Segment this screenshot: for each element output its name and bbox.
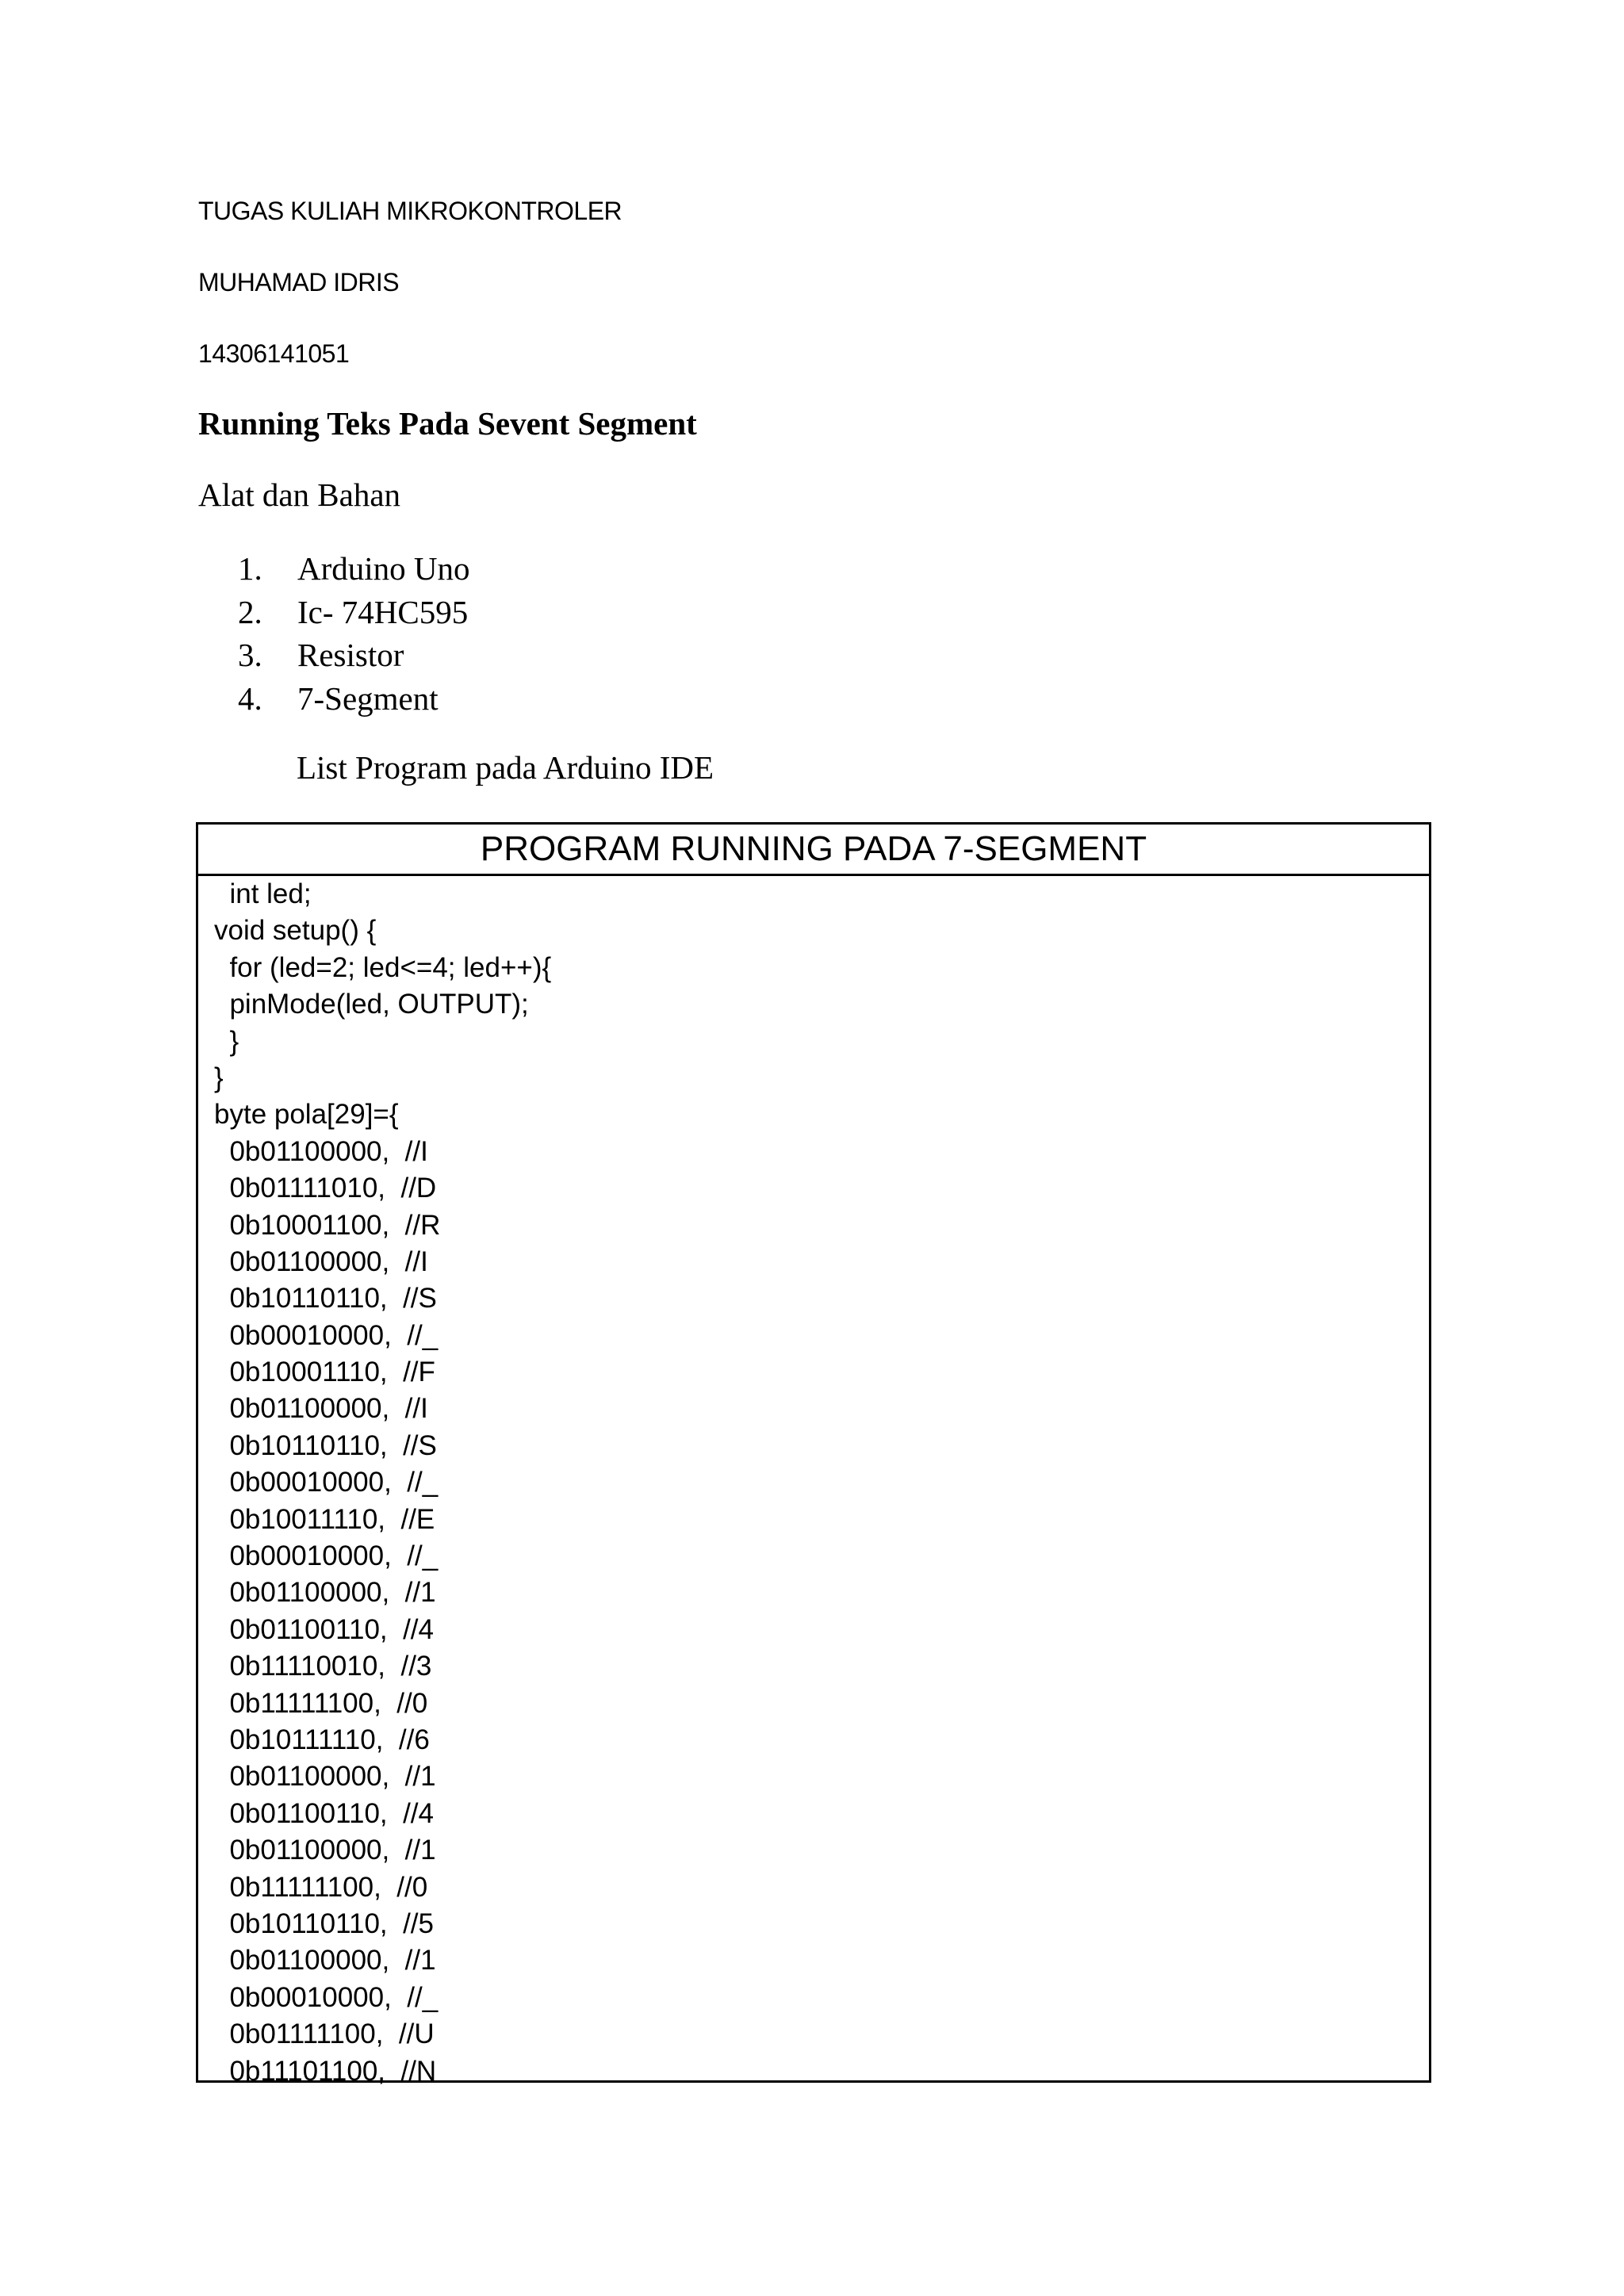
code-line: 0b01111010, //D <box>214 1173 437 1204</box>
code-line: 0b10001110, //F <box>214 1357 435 1388</box>
program-intro: List Program pada Arduino IDE <box>297 749 714 786</box>
code-line: byte pola[29]={ <box>214 1099 399 1131</box>
list-item-text: Resistor <box>297 637 404 673</box>
code-line: 0b10011110, //E <box>214 1503 435 1535</box>
list-number: 4. <box>238 679 262 717</box>
code-line: for (led=2; led<=4; led++){ <box>214 951 552 983</box>
student-name: MUHAMAD IDRIS <box>198 268 400 297</box>
list-item-text: Arduino Uno <box>297 550 470 587</box>
code-line: 0b10001100, //R <box>214 1209 441 1241</box>
code-line: 0b01111100, //U <box>214 2019 435 2050</box>
code-line: 0b00010000, //_ <box>214 1467 439 1498</box>
code-line: 0b01100110, //4 <box>214 1797 434 1829</box>
course-label: TUGAS KULIAH MIKROKONTROLER <box>198 197 622 225</box>
list-item <box>238 591 470 634</box>
code-line: void setup() { <box>214 915 377 947</box>
code-line: pinMode(led, OUTPUT); <box>214 989 529 1020</box>
list-number: 1. <box>238 550 262 587</box>
list-number: 3. <box>238 637 262 673</box>
code-line: 0b11110010, //3 <box>214 1651 432 1682</box>
code-line: 0b10110110, //5 <box>214 1908 434 1939</box>
materials-heading: Alat dan Bahan <box>198 476 401 513</box>
code-line: 0b10110110, //S <box>214 1429 437 1461</box>
student-id: 14306141051 <box>198 339 350 368</box>
list-item-text: 7-Segment <box>297 679 439 717</box>
code-line: 0b01100000, //1 <box>214 1835 436 1866</box>
code-line: 0b01100000, //1 <box>214 1945 436 1976</box>
list-item-text: Ic- 74HC595 <box>297 593 469 630</box>
code-lines <box>198 876 1429 2090</box>
code-line: 0b11111100, //0 <box>214 1687 428 1719</box>
code-table <box>196 822 1431 2087</box>
code-line: 0b10110110, //S <box>214 1283 437 1314</box>
list-item <box>238 677 470 721</box>
code-line: 0b10111110, //6 <box>214 1724 430 1755</box>
code-line: 0b01100000, //1 <box>214 1761 436 1793</box>
list-item <box>238 547 470 591</box>
code-line: int led; <box>214 878 312 909</box>
code-line: 0b01100000, //I <box>214 1135 428 1167</box>
code-line: 0b00010000, //_ <box>214 1540 439 1572</box>
code-line: 0b11111100, //0 <box>214 1871 428 1903</box>
code-line: 0b11101100, //N <box>214 2055 437 2087</box>
code-line: 0b00010000, //_ <box>214 1981 439 2013</box>
code-line: 0b01100000, //1 <box>214 1577 436 1609</box>
code-line: } <box>214 1025 239 1057</box>
list-item <box>238 633 470 677</box>
code-line: 0b01100000, //I <box>214 1246 428 1277</box>
code-line: } <box>214 1062 224 1093</box>
code-line: 0b01100110, //4 <box>214 1613 434 1645</box>
list-number: 2. <box>238 593 262 630</box>
code-table-title: PROGRAM RUNNING PADA 7-SEGMENT <box>198 825 1429 876</box>
document-title: Running Teks Pada Sevent Segment <box>198 405 697 442</box>
code-line: 0b01100000, //I <box>214 1393 428 1425</box>
materials-list <box>238 547 470 720</box>
code-line: 0b00010000, //_ <box>214 1319 439 1351</box>
